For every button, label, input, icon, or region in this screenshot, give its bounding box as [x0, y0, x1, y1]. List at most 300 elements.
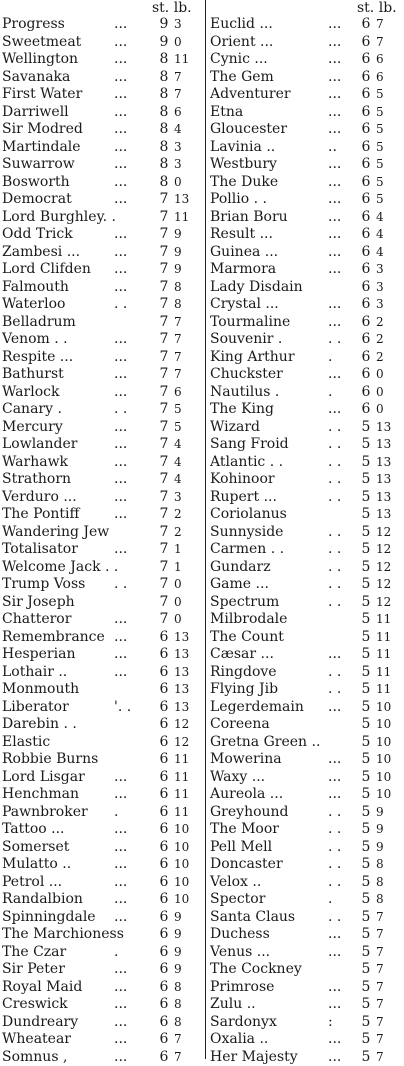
weight-stones: 6 — [158, 821, 170, 839]
horse-name: Waterloo — [2, 296, 65, 314]
list-item — [2, 611, 202, 629]
weight-pounds: 9 — [174, 261, 182, 279]
leader-dots: . . — [114, 296, 127, 314]
weight-pounds: 7 — [174, 69, 182, 87]
horse-name: Velox .. — [210, 874, 261, 892]
weight-pounds: 6 — [174, 384, 182, 402]
weight-pounds: 5 — [376, 86, 404, 104]
leader-dots: ... — [114, 279, 127, 297]
leader-dots: . . — [328, 576, 341, 594]
weight-pounds: 11 — [376, 629, 404, 647]
column-header-right: st. lb. — [357, 0, 397, 16]
horse-name: Pawnbroker — [2, 804, 88, 822]
horse-name: Cynic ... — [210, 51, 268, 69]
horse-name: The Cockney — [210, 961, 302, 979]
weight-pounds: 13 — [376, 436, 404, 454]
weight-stones: 5 — [360, 576, 372, 594]
list-item — [210, 926, 404, 944]
list-item — [2, 699, 202, 717]
list-item — [2, 681, 202, 699]
weight-pounds: 2 — [174, 506, 182, 524]
weight-stones: 5 — [360, 1049, 372, 1066]
weight-stones: 5 — [360, 419, 372, 437]
weight-pounds: 0 — [376, 384, 404, 402]
weight-stones: 5 — [360, 804, 372, 822]
weight-stones: 6 — [360, 226, 372, 244]
list-item — [210, 646, 404, 664]
horse-name: Flying Jib — [210, 681, 278, 699]
list-item — [210, 174, 404, 192]
weight-pounds: 0 — [174, 174, 182, 192]
horse-name: Suwarrow — [2, 156, 75, 174]
horse-name: Chuckster — [210, 366, 283, 384]
weight-stones: 6 — [158, 944, 170, 962]
list-item — [210, 401, 404, 419]
leader-dots: '. . — [114, 699, 131, 717]
weight-pounds: 7 — [174, 331, 182, 349]
horse-name: Savanaka — [2, 69, 70, 87]
horse-name: Martindale — [2, 139, 81, 157]
list-item — [2, 629, 202, 647]
weight-stones: 6 — [158, 699, 170, 717]
weight-pounds: 2 — [376, 331, 404, 349]
weight-stones: 5 — [360, 489, 372, 507]
weight-stones: 6 — [158, 804, 170, 822]
weight-pounds: 10 — [174, 839, 189, 857]
horse-name: Brian Boru — [210, 209, 288, 227]
leader-dots: . . — [328, 541, 341, 559]
weight-stones: 5 — [360, 664, 372, 682]
horse-name: Bosworth — [2, 174, 70, 192]
horse-name: Venom . . — [2, 331, 68, 349]
list-item — [210, 559, 404, 577]
weight-pounds: 11 — [376, 646, 404, 664]
list-item — [2, 961, 202, 979]
weight-stones: 5 — [360, 611, 372, 629]
weight-stones: 6 — [360, 51, 372, 69]
weight-pounds: 10 — [174, 821, 189, 839]
list-item — [210, 349, 404, 367]
weight-stones: 7 — [158, 191, 170, 209]
leader-dots: . . — [328, 839, 341, 857]
horse-name: Randalbion — [2, 891, 83, 909]
list-item — [210, 716, 404, 734]
weight-stones: 7 — [158, 611, 170, 629]
horse-name: Sir Modred — [2, 121, 83, 139]
leader-dots: . . — [328, 454, 341, 472]
list-item — [210, 1049, 404, 1066]
weight-pounds: 3 — [376, 279, 404, 297]
horse-name: Coreena — [210, 716, 270, 734]
horse-name: Tattoo ... — [2, 821, 65, 839]
list-item — [2, 926, 202, 944]
weight-stones: 5 — [360, 436, 372, 454]
horse-name: Wizard — [210, 419, 260, 437]
list-item — [210, 524, 404, 542]
list-item — [2, 156, 202, 174]
list-item — [210, 384, 404, 402]
leader-dots: ... — [114, 174, 127, 192]
leader-dots: ... — [328, 646, 341, 664]
weight-pounds: 10 — [376, 699, 404, 717]
weight-pounds: 13 — [174, 191, 189, 209]
weight-stones: 6 — [158, 786, 170, 804]
weight-stones: 5 — [360, 541, 372, 559]
leader-dots: ... — [114, 156, 127, 174]
weight-pounds: 7 — [376, 34, 404, 52]
weight-stones: 7 — [158, 489, 170, 507]
weight-stones: 5 — [360, 471, 372, 489]
horse-name: Warlock — [2, 384, 59, 402]
weight-pounds: 12 — [376, 594, 404, 612]
leader-dots: . . — [328, 331, 341, 349]
horse-name: Marmora — [210, 261, 276, 279]
horse-name: Henchman — [2, 786, 79, 804]
list-item — [210, 944, 404, 962]
weight-stones: 7 — [158, 576, 170, 594]
leader-dots: ... — [328, 244, 341, 262]
horse-name: Pell Mell — [210, 839, 272, 857]
leader-dots: ... — [114, 139, 127, 157]
weight-stones: 6 — [158, 664, 170, 682]
horse-name: Wheatear — [2, 1031, 71, 1049]
weight-stones: 9 — [158, 34, 170, 52]
weight-pounds: 4 — [174, 121, 182, 139]
list-item — [210, 909, 404, 927]
weight-stones: 5 — [360, 891, 372, 909]
horse-name: Nautilus . — [210, 384, 279, 402]
weight-pounds: 4 — [376, 209, 404, 227]
weight-pounds: 0 — [376, 401, 404, 419]
weight-stones: 8 — [158, 69, 170, 87]
leader-dots: . . — [328, 471, 341, 489]
weight-pounds: 13 — [174, 646, 189, 664]
horse-name: Belladrum — [2, 314, 76, 332]
leader-dots: ... — [328, 69, 341, 87]
weight-pounds: 3 — [376, 296, 404, 314]
horse-name: The Moor — [210, 821, 279, 839]
weight-pounds: 7 — [376, 944, 404, 962]
list-item — [210, 454, 404, 472]
weight-pounds: 10 — [174, 874, 189, 892]
weight-pounds: 9 — [376, 839, 404, 857]
weight-pounds: 12 — [376, 559, 404, 577]
list-item — [210, 506, 404, 524]
horse-name: Respite ... — [2, 349, 73, 367]
horse-name: Rupert ... — [210, 489, 277, 507]
leader-dots: ... — [114, 121, 127, 139]
weight-pounds: 9 — [174, 226, 182, 244]
horse-name: Game ... — [210, 576, 269, 594]
weight-pounds: 8 — [174, 979, 182, 997]
list-item — [210, 261, 404, 279]
list-item — [2, 786, 202, 804]
horse-name: Lord Clifden — [2, 261, 91, 279]
list-item — [210, 436, 404, 454]
leader-dots: ... — [328, 226, 341, 244]
list-item — [210, 16, 404, 34]
leader-dots: ... — [328, 699, 341, 717]
list-item — [2, 506, 202, 524]
weight-pounds: 5 — [376, 121, 404, 139]
leader-dots: ... — [328, 401, 341, 419]
horse-name: Waxy ... — [210, 769, 265, 787]
leader-dots: ... — [114, 86, 127, 104]
weight-stones: 6 — [158, 926, 170, 944]
list-item — [2, 804, 202, 822]
horse-name: Sang Froid — [210, 436, 289, 454]
leader-dots: . . — [328, 489, 341, 507]
horse-name: Souvenir . — [210, 331, 282, 349]
leader-dots: ... — [114, 331, 127, 349]
list-item — [2, 419, 202, 437]
horse-name: The Czar — [2, 944, 66, 962]
weight-stones: 7 — [158, 209, 170, 227]
list-item — [2, 104, 202, 122]
list-item — [2, 209, 202, 227]
horse-name: Gundarz — [210, 559, 271, 577]
weight-stones: 5 — [360, 506, 372, 524]
leader-dots: ... — [114, 961, 127, 979]
horse-name: Hesperian — [2, 646, 75, 664]
list-item — [2, 34, 202, 52]
horse-name: Creswick — [2, 996, 68, 1014]
horse-name: Spectrum — [210, 594, 279, 612]
list-item — [210, 331, 404, 349]
weight-pounds: 7 — [174, 86, 182, 104]
weight-pounds: 0 — [174, 34, 182, 52]
weight-pounds: 5 — [174, 401, 182, 419]
weight-pounds: 7 — [174, 349, 182, 367]
horse-name: Tourmaline — [210, 314, 290, 332]
leader-dots: ... — [328, 51, 341, 69]
list-item — [2, 996, 202, 1014]
leader-dots: ... — [114, 489, 127, 507]
leader-dots: . . — [328, 874, 341, 892]
list-item — [210, 296, 404, 314]
leader-dots: ... — [328, 261, 341, 279]
leader-dots: ... — [114, 541, 127, 559]
leader-dots: .. — [328, 139, 337, 157]
weight-stones: 8 — [158, 121, 170, 139]
weight-stones: 7 — [158, 349, 170, 367]
weight-pounds: 7 — [376, 979, 404, 997]
weight-pounds: 11 — [376, 611, 404, 629]
list-item — [210, 419, 404, 437]
leader-dots: . — [328, 349, 332, 367]
leader-dots: ... — [114, 471, 127, 489]
weight-stones: 6 — [158, 874, 170, 892]
list-item — [2, 191, 202, 209]
horse-name: Her Majesty — [210, 1049, 298, 1066]
weight-stones: 7 — [158, 559, 170, 577]
horse-name: Spector — [210, 891, 265, 909]
weight-stones: 6 — [360, 401, 372, 419]
weight-stones: 5 — [360, 856, 372, 874]
weight-pounds: 10 — [376, 716, 404, 734]
list-item — [210, 51, 404, 69]
weight-stones: 6 — [158, 839, 170, 857]
list-item — [2, 751, 202, 769]
leader-dots: ... — [114, 821, 127, 839]
leader-dots: ... — [114, 1014, 127, 1032]
weight-stones: 6 — [158, 1049, 170, 1066]
horse-name: Somnus , — [2, 1049, 67, 1066]
list-item — [2, 314, 202, 332]
horse-name: Oxalia .. — [210, 1031, 268, 1049]
leader-dots: ... — [328, 34, 341, 52]
weight-pounds: 7 — [376, 996, 404, 1014]
list-item — [210, 804, 404, 822]
left-column-list — [2, 16, 202, 1066]
list-item — [2, 261, 202, 279]
leader-dots: ... — [328, 314, 341, 332]
horse-name: Darriwell — [2, 104, 69, 122]
leader-dots: ... — [114, 874, 127, 892]
weight-stones: 6 — [158, 1014, 170, 1032]
weight-stones: 6 — [360, 296, 372, 314]
horse-name: Canary . — [2, 401, 62, 419]
weight-pounds: 5 — [376, 156, 404, 174]
list-item — [2, 541, 202, 559]
leader-dots: . — [328, 891, 332, 909]
leader-dots: ... — [114, 104, 127, 122]
horse-name: Somerset — [2, 839, 69, 857]
weight-stones: 7 — [158, 384, 170, 402]
horse-name: The Gem — [210, 69, 274, 87]
weight-pounds: 7 — [174, 1049, 182, 1066]
list-item — [2, 1049, 202, 1066]
horse-name: Santa Claus — [210, 909, 295, 927]
leader-dots: ... — [114, 629, 127, 647]
weight-pounds: 7 — [376, 1031, 404, 1049]
horse-name: Lowlander — [2, 436, 78, 454]
list-item — [2, 734, 202, 752]
list-item — [2, 401, 202, 419]
weight-pounds: 13 — [376, 489, 404, 507]
list-item — [210, 786, 404, 804]
horse-name: King Arthur — [210, 349, 295, 367]
list-item — [2, 874, 202, 892]
leader-dots: ... — [328, 174, 341, 192]
leader-dots: ... — [114, 16, 127, 34]
weight-pounds: 10 — [376, 734, 404, 752]
list-item — [2, 384, 202, 402]
weight-pounds: 11 — [376, 664, 404, 682]
weight-pounds: 8 — [376, 891, 404, 909]
leader-dots: ... — [114, 1049, 127, 1066]
horse-name: Lord Lisgar — [2, 769, 85, 787]
weight-pounds: 7 — [376, 16, 404, 34]
list-item — [210, 314, 404, 332]
leader-dots: ... — [328, 209, 341, 227]
leader-dots: ... — [328, 1031, 341, 1049]
list-item — [210, 699, 404, 717]
weight-stones: 7 — [158, 541, 170, 559]
horse-name: Zulu .. — [210, 996, 256, 1014]
weight-stones: 6 — [158, 891, 170, 909]
weight-stones: 8 — [158, 51, 170, 69]
list-item — [210, 751, 404, 769]
leader-dots: ... — [114, 891, 127, 909]
weight-pounds: 5 — [376, 174, 404, 192]
weight-stones: 5 — [360, 996, 372, 1014]
weight-pounds: 8 — [174, 279, 182, 297]
weight-stones: 7 — [158, 314, 170, 332]
horse-name: Liberator — [2, 699, 69, 717]
list-item — [210, 979, 404, 997]
weight-stones: 5 — [360, 961, 372, 979]
horse-name: Atlantic . . — [210, 454, 283, 472]
leader-dots: . . — [328, 909, 341, 927]
list-item — [2, 279, 202, 297]
list-item — [210, 244, 404, 262]
horse-name: Sir Joseph — [2, 594, 75, 612]
leader-dots: ... — [328, 86, 341, 104]
leader-dots: : — [328, 1014, 333, 1032]
weight-stones: 6 — [158, 751, 170, 769]
weight-pounds: 6 — [376, 69, 404, 87]
weight-stones: 5 — [360, 629, 372, 647]
list-item — [210, 34, 404, 52]
weight-pounds: 7 — [376, 926, 404, 944]
horse-name: Mulatto .. — [2, 856, 71, 874]
weight-pounds: 9 — [174, 944, 182, 962]
list-item — [210, 961, 404, 979]
list-item — [2, 121, 202, 139]
weight-stones: 5 — [360, 734, 372, 752]
weight-pounds: 9 — [174, 244, 182, 262]
list-item — [2, 16, 202, 34]
weight-stones: 8 — [158, 174, 170, 192]
leader-dots: ... — [114, 454, 127, 472]
weight-stones: 5 — [360, 454, 372, 472]
weight-pounds: 13 — [174, 681, 189, 699]
weight-stones: 7 — [158, 471, 170, 489]
weight-stones: 6 — [360, 139, 372, 157]
list-item — [2, 69, 202, 87]
weight-pounds: 5 — [376, 191, 404, 209]
weight-pounds: 10 — [174, 891, 189, 909]
leader-dots: ... — [328, 296, 341, 314]
list-item — [2, 454, 202, 472]
weight-stones: 7 — [158, 436, 170, 454]
weight-stones: 6 — [158, 979, 170, 997]
list-item — [210, 576, 404, 594]
horse-name: The Marchioness — [2, 926, 124, 944]
weight-pounds: 6 — [376, 51, 404, 69]
leader-dots: ... — [328, 944, 341, 962]
weight-stones: 6 — [360, 104, 372, 122]
list-item — [210, 769, 404, 787]
leader-dots: ... — [114, 349, 127, 367]
weight-stones: 7 — [158, 506, 170, 524]
weight-pounds: 11 — [174, 786, 189, 804]
right-column-list — [210, 16, 404, 1066]
weight-stones: 5 — [360, 821, 372, 839]
list-item — [2, 226, 202, 244]
list-item — [210, 594, 404, 612]
list-item — [210, 156, 404, 174]
weight-stones: 6 — [158, 629, 170, 647]
weight-pounds: 0 — [174, 611, 182, 629]
weight-stones: 6 — [360, 86, 372, 104]
weight-pounds: 13 — [174, 699, 189, 717]
leader-dots: ... — [114, 646, 127, 664]
leader-dots: ... — [114, 856, 127, 874]
list-item — [2, 366, 202, 384]
weight-stones: 9 — [158, 16, 170, 34]
